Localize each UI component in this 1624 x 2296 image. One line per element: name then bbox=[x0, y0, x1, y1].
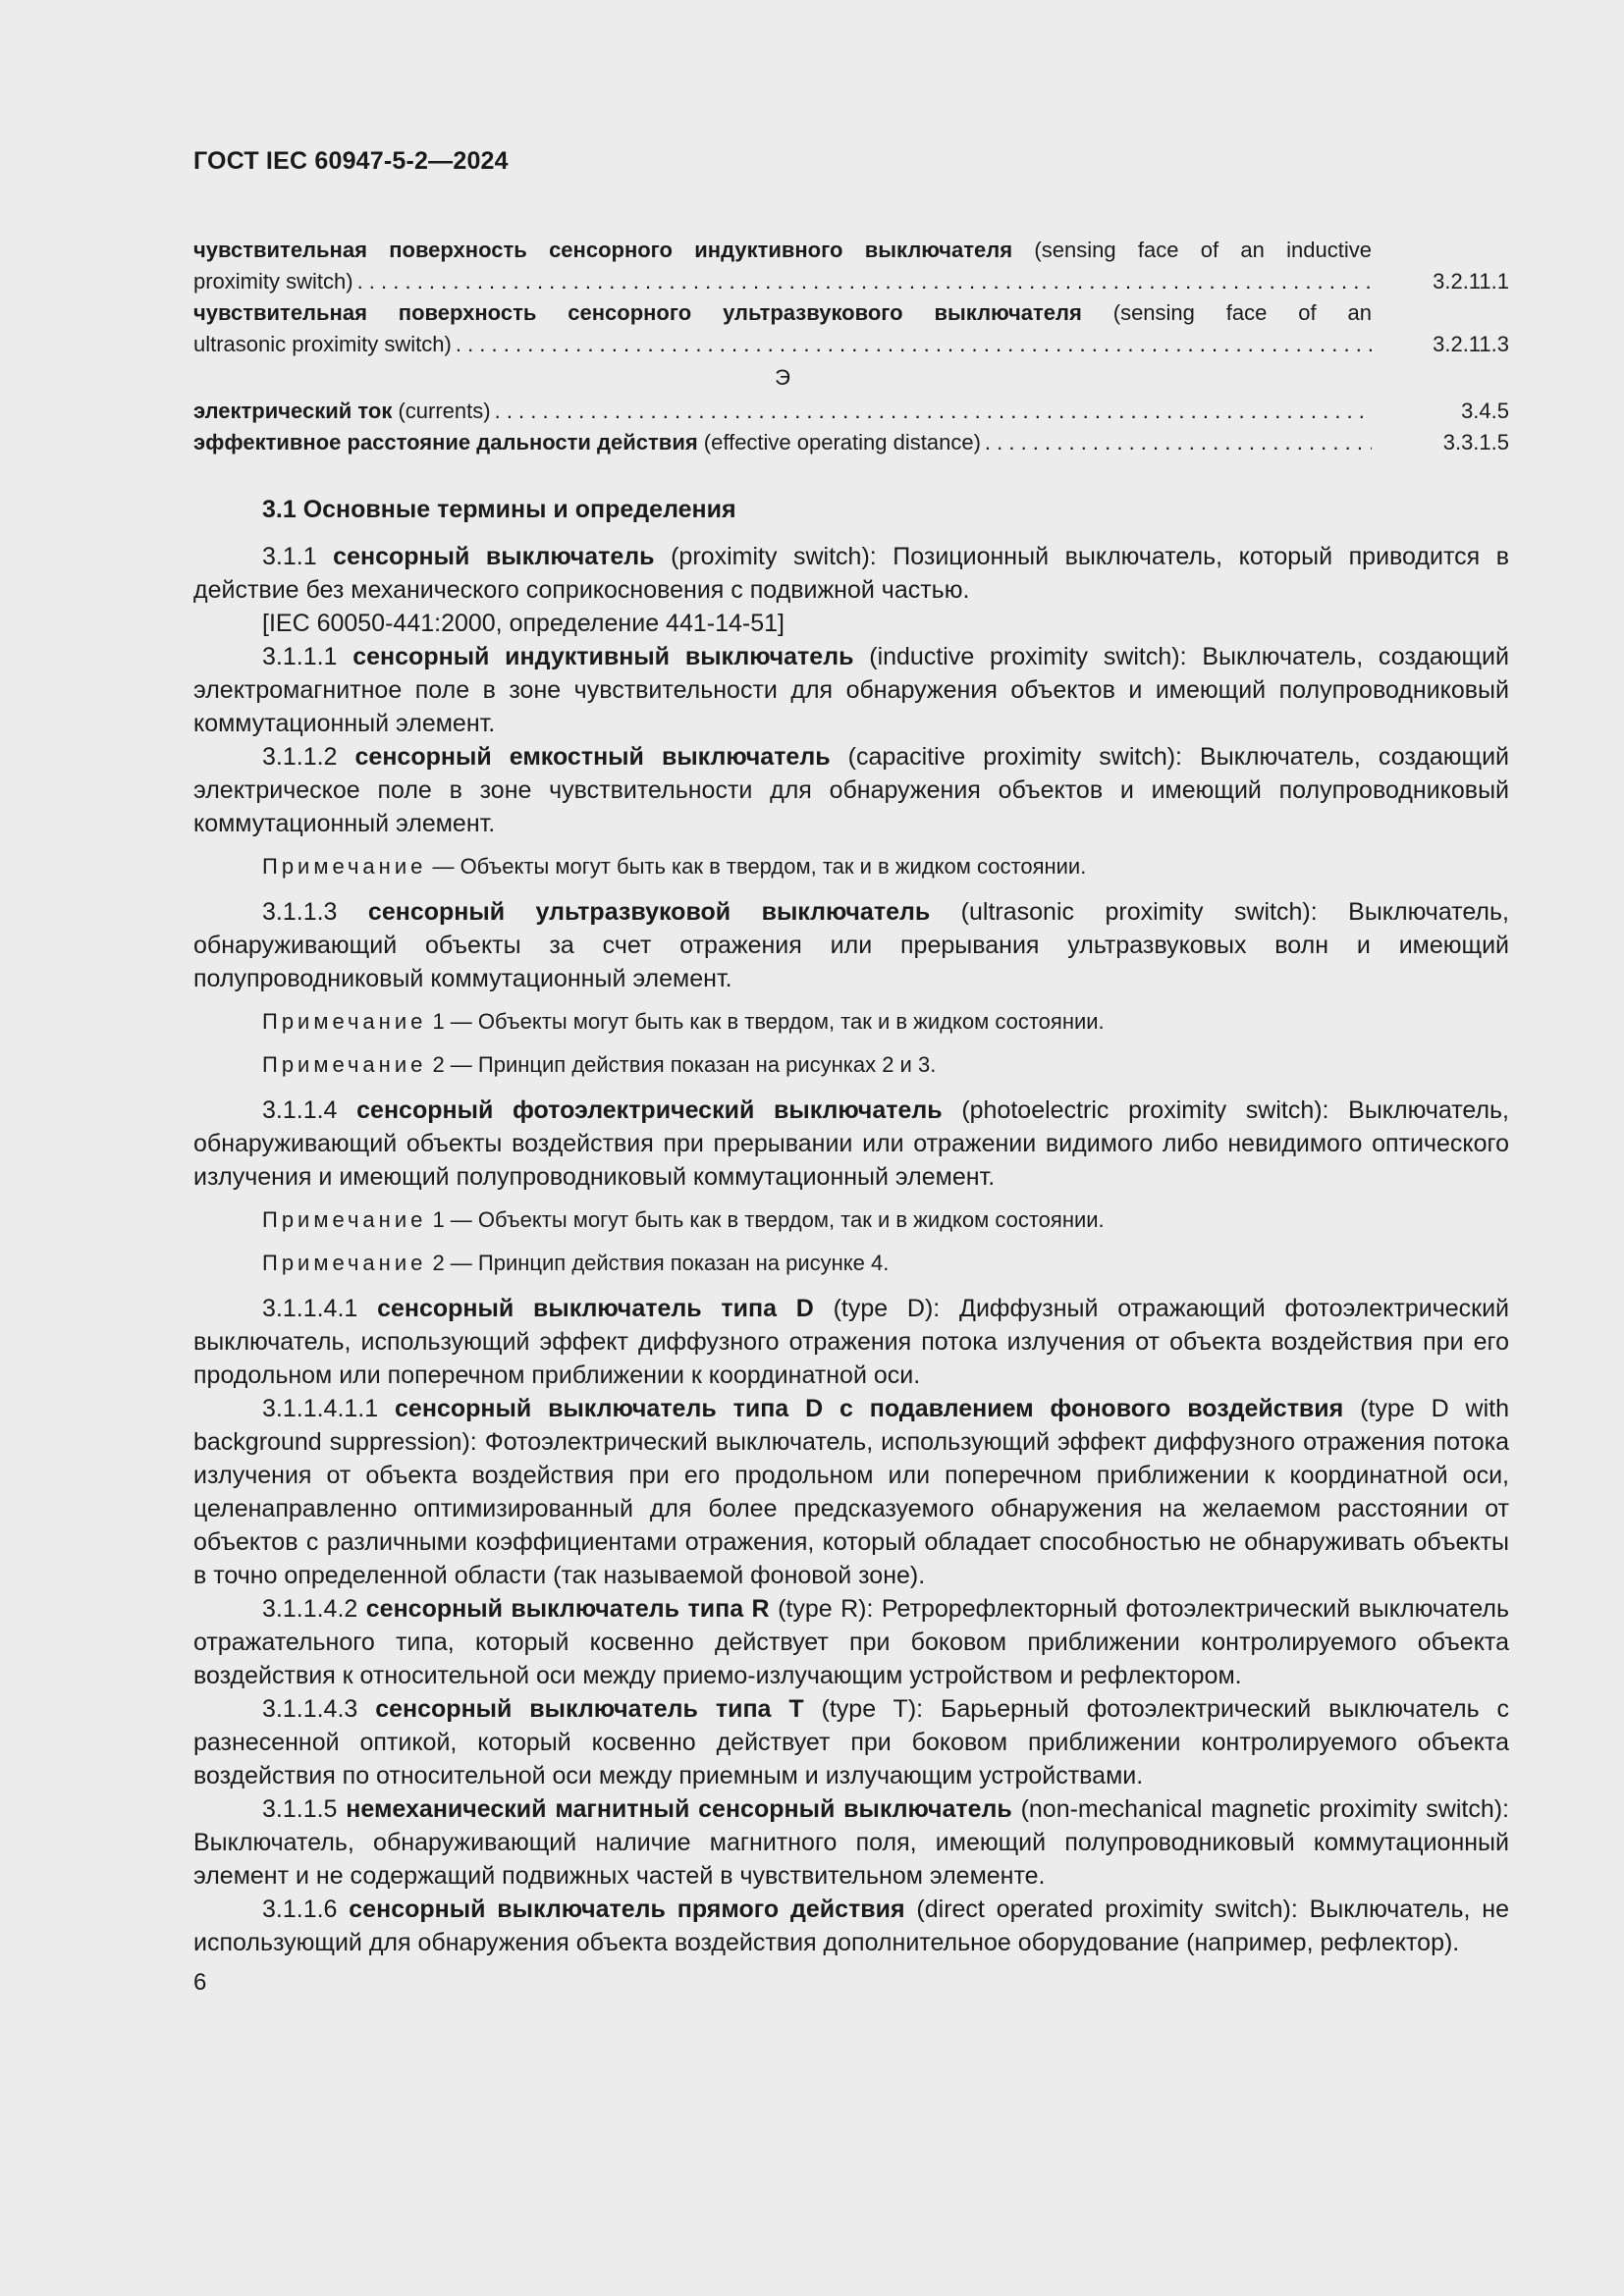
term: сенсорный выключатель типа T bbox=[375, 1695, 804, 1723]
definition-3-1-1-2: 3.1.1.2 сенсорный емкостный выключатель (capacitive proximity switch): Выключатель, создающий электрическое поле в зоне чувствительности для обнаружения объектов и имеющий полупроводниковый коммутационный элемент. bbox=[193, 743, 1509, 837]
note: Примечание 1 — Объекты могут быть как в твердом, так и в жидком состоянии. bbox=[262, 1009, 1105, 1034]
term: сенсорный выключатель типа D с подавлением фонового воздействия bbox=[395, 1395, 1344, 1422]
term: сенсорный выключатель типа D bbox=[377, 1295, 814, 1322]
term: сенсорный фотоэлектрический выключатель bbox=[356, 1096, 943, 1124]
index-entry bbox=[193, 427, 1509, 458]
note: Примечание 2 — Принцип действия показан на рисунке 4. bbox=[262, 1251, 890, 1275]
term: сенсорный емкостный выключатель bbox=[354, 743, 831, 771]
page-number: 6 bbox=[193, 1969, 207, 1996]
definition-3-1-1-1: 3.1.1.1 сенсорный индуктивный выключатель (inductive proximity switch): Выключатель, создающий электромагнитное поле в зоне чувствительности для обнаружения объектов и имеющий полупроводниковый коммутационный элемент. bbox=[193, 643, 1509, 737]
definition-3-1-1-5: 3.1.1.5 немеханический магнитный сенсорный выключатель (non-mechanical magnetic proximity switch): Выключатель, обнаруживающий наличие магнитного поля, имеющий полупроводниковый коммутационный элемент и не содержащий подвижных частей в чувствительном элементе. bbox=[193, 1795, 1509, 1890]
index-term-en: (currents) bbox=[392, 399, 491, 423]
index-entry bbox=[193, 396, 1509, 427]
index-term: электрический ток bbox=[193, 399, 393, 423]
note: Примечание 2 — Принцип действия показан на рисунках 2 и 3. bbox=[262, 1052, 937, 1077]
index-term-en: (sensing face of an bbox=[1081, 300, 1372, 325]
document-page bbox=[193, 147, 1509, 1997]
leader-dots bbox=[985, 427, 1372, 458]
leader-dots bbox=[456, 329, 1372, 360]
section-title: 3.1 Основные термины и определения bbox=[262, 496, 736, 523]
index-term: чувствительная поверхность сенсорного ультразвукового выключателя bbox=[193, 300, 1082, 325]
index-term: чувствительная поверхность сенсорного индуктивного выключателя bbox=[193, 238, 1013, 262]
index-term-en: (sensing face of an inductive bbox=[1012, 238, 1372, 262]
note: Примечание 1 — Объекты могут быть как в твердом, так и в жидком состоянии. bbox=[262, 1207, 1105, 1232]
definition-3-1-1-4-3: 3.1.1.4.3 сенсорный выключатель типа T (type T): Барьерный фотоэлектрический выключатель с разнесенной оптикой, который косвенно действует при боковом приближении контролируемого объекта воздействия по относительной оси между приемным и излучающим устройствами. bbox=[193, 1695, 1510, 1789]
source-reference: [IEC 60050-441:2000, определение 441-14-51] bbox=[262, 610, 785, 637]
term: сенсорный выключатель типа R bbox=[365, 1595, 770, 1623]
index-term-en-cont: proximity switch) bbox=[193, 269, 353, 294]
term: немеханический магнитный сенсорный выключатель bbox=[346, 1795, 1012, 1823]
index-ref: 3.2.11.1 bbox=[1433, 269, 1509, 294]
definition-3-1-1-4: 3.1.1.4 сенсорный фотоэлектрический выключатель (photoelectric proximity switch): Выключатель, обнаруживающий объекты воздействия при прерывании или отражении видимого либо невидимого оптического излучения и имеющий полупроводниковый коммутационный элемент. bbox=[193, 1096, 1509, 1191]
index-term: эффективное расстояние дальности действия bbox=[193, 430, 698, 454]
index-entry bbox=[193, 297, 1509, 360]
definition-3-1-1-4-1-1: 3.1.1.4.1.1 сенсорный выключатель типа D с подавлением фонового воздействия (type D with background suppression): Фотоэлектрический выключатель, использующий эффект диффузного отражения потока излучения от объекта воздействия при его продольном или поперечном приближении к координатной оси, целенаправленно оптимизированный для более предсказуемого обнаружения на желаемом расстоянии от объектов с различными коэффициентами отражения, который обладает способностью не обнаруживать объекты в точно определенной области (так называемой фоновой зоне). bbox=[193, 1395, 1509, 1589]
index-ref: 3.4.5 bbox=[1461, 399, 1509, 423]
index-ref: 3.2.11.3 bbox=[1433, 332, 1509, 356]
leader-dots bbox=[495, 396, 1372, 427]
index-ref: 3.3.1.5 bbox=[1442, 430, 1509, 454]
index-term-en-cont: ultrasonic proximity switch) bbox=[193, 332, 452, 356]
index-letter: Э bbox=[775, 365, 790, 390]
index-term-en: (effective operating distance) bbox=[697, 430, 981, 454]
note: Примечание — Объекты могут быть как в твердом, так и в жидком состоянии. bbox=[262, 854, 1087, 879]
leader-dots bbox=[357, 266, 1372, 297]
definition-3-1-1-4-1: 3.1.1.4.1 сенсорный выключатель типа D (type D): Диффузный отражающий фотоэлектрический выключатель, использующий эффект диффузного отражения потока излучения от объекта воздействия при его продольном или поперечном приближении к координатной оси. bbox=[193, 1295, 1510, 1389]
definition-3-1-1-3: 3.1.1.3 сенсорный ультразвуковой выключатель (ultrasonic proximity switch): Выключатель, обнаруживающий объекты за счет отражения или прерывания ультразвуковых волн и имеющий полупроводниковый коммутационный элемент. bbox=[193, 898, 1509, 992]
document-header: ГОСТ IEC 60947-5-2—2024 bbox=[193, 147, 509, 175]
index-entry bbox=[193, 235, 1509, 297]
definition-3-1-1: 3.1.1 сенсорный выключатель (proximity switch): Позиционный выключатель, который приводится в действие без механического соприкосновения с подвижной частью. bbox=[193, 543, 1509, 604]
term: сенсорный индуктивный выключатель bbox=[352, 643, 854, 670]
term: сенсорный выключатель bbox=[333, 543, 655, 570]
definition-3-1-1-4-2: 3.1.1.4.2 сенсорный выключатель типа R (type R): Ретрорефлекторный фотоэлектрический выключатель отражательного типа, который косвенно действует при боковом приближении контролируемого объекта воздействия к относительной оси между приемо-излучающим устройством и рефлектором. bbox=[193, 1595, 1509, 1689]
term: сенсорный ультразвуковой выключатель bbox=[367, 898, 931, 926]
index-list bbox=[193, 235, 1509, 458]
term: сенсорный выключатель прямого действия bbox=[349, 1896, 905, 1923]
definition-3-1-1-6: 3.1.1.6 сенсорный выключатель прямого действия (direct operated proximity switch): Выключатель, не использующий для обнаружения объекта воздействия дополнительное оборудование (например, рефлектор). bbox=[193, 1896, 1509, 1956]
